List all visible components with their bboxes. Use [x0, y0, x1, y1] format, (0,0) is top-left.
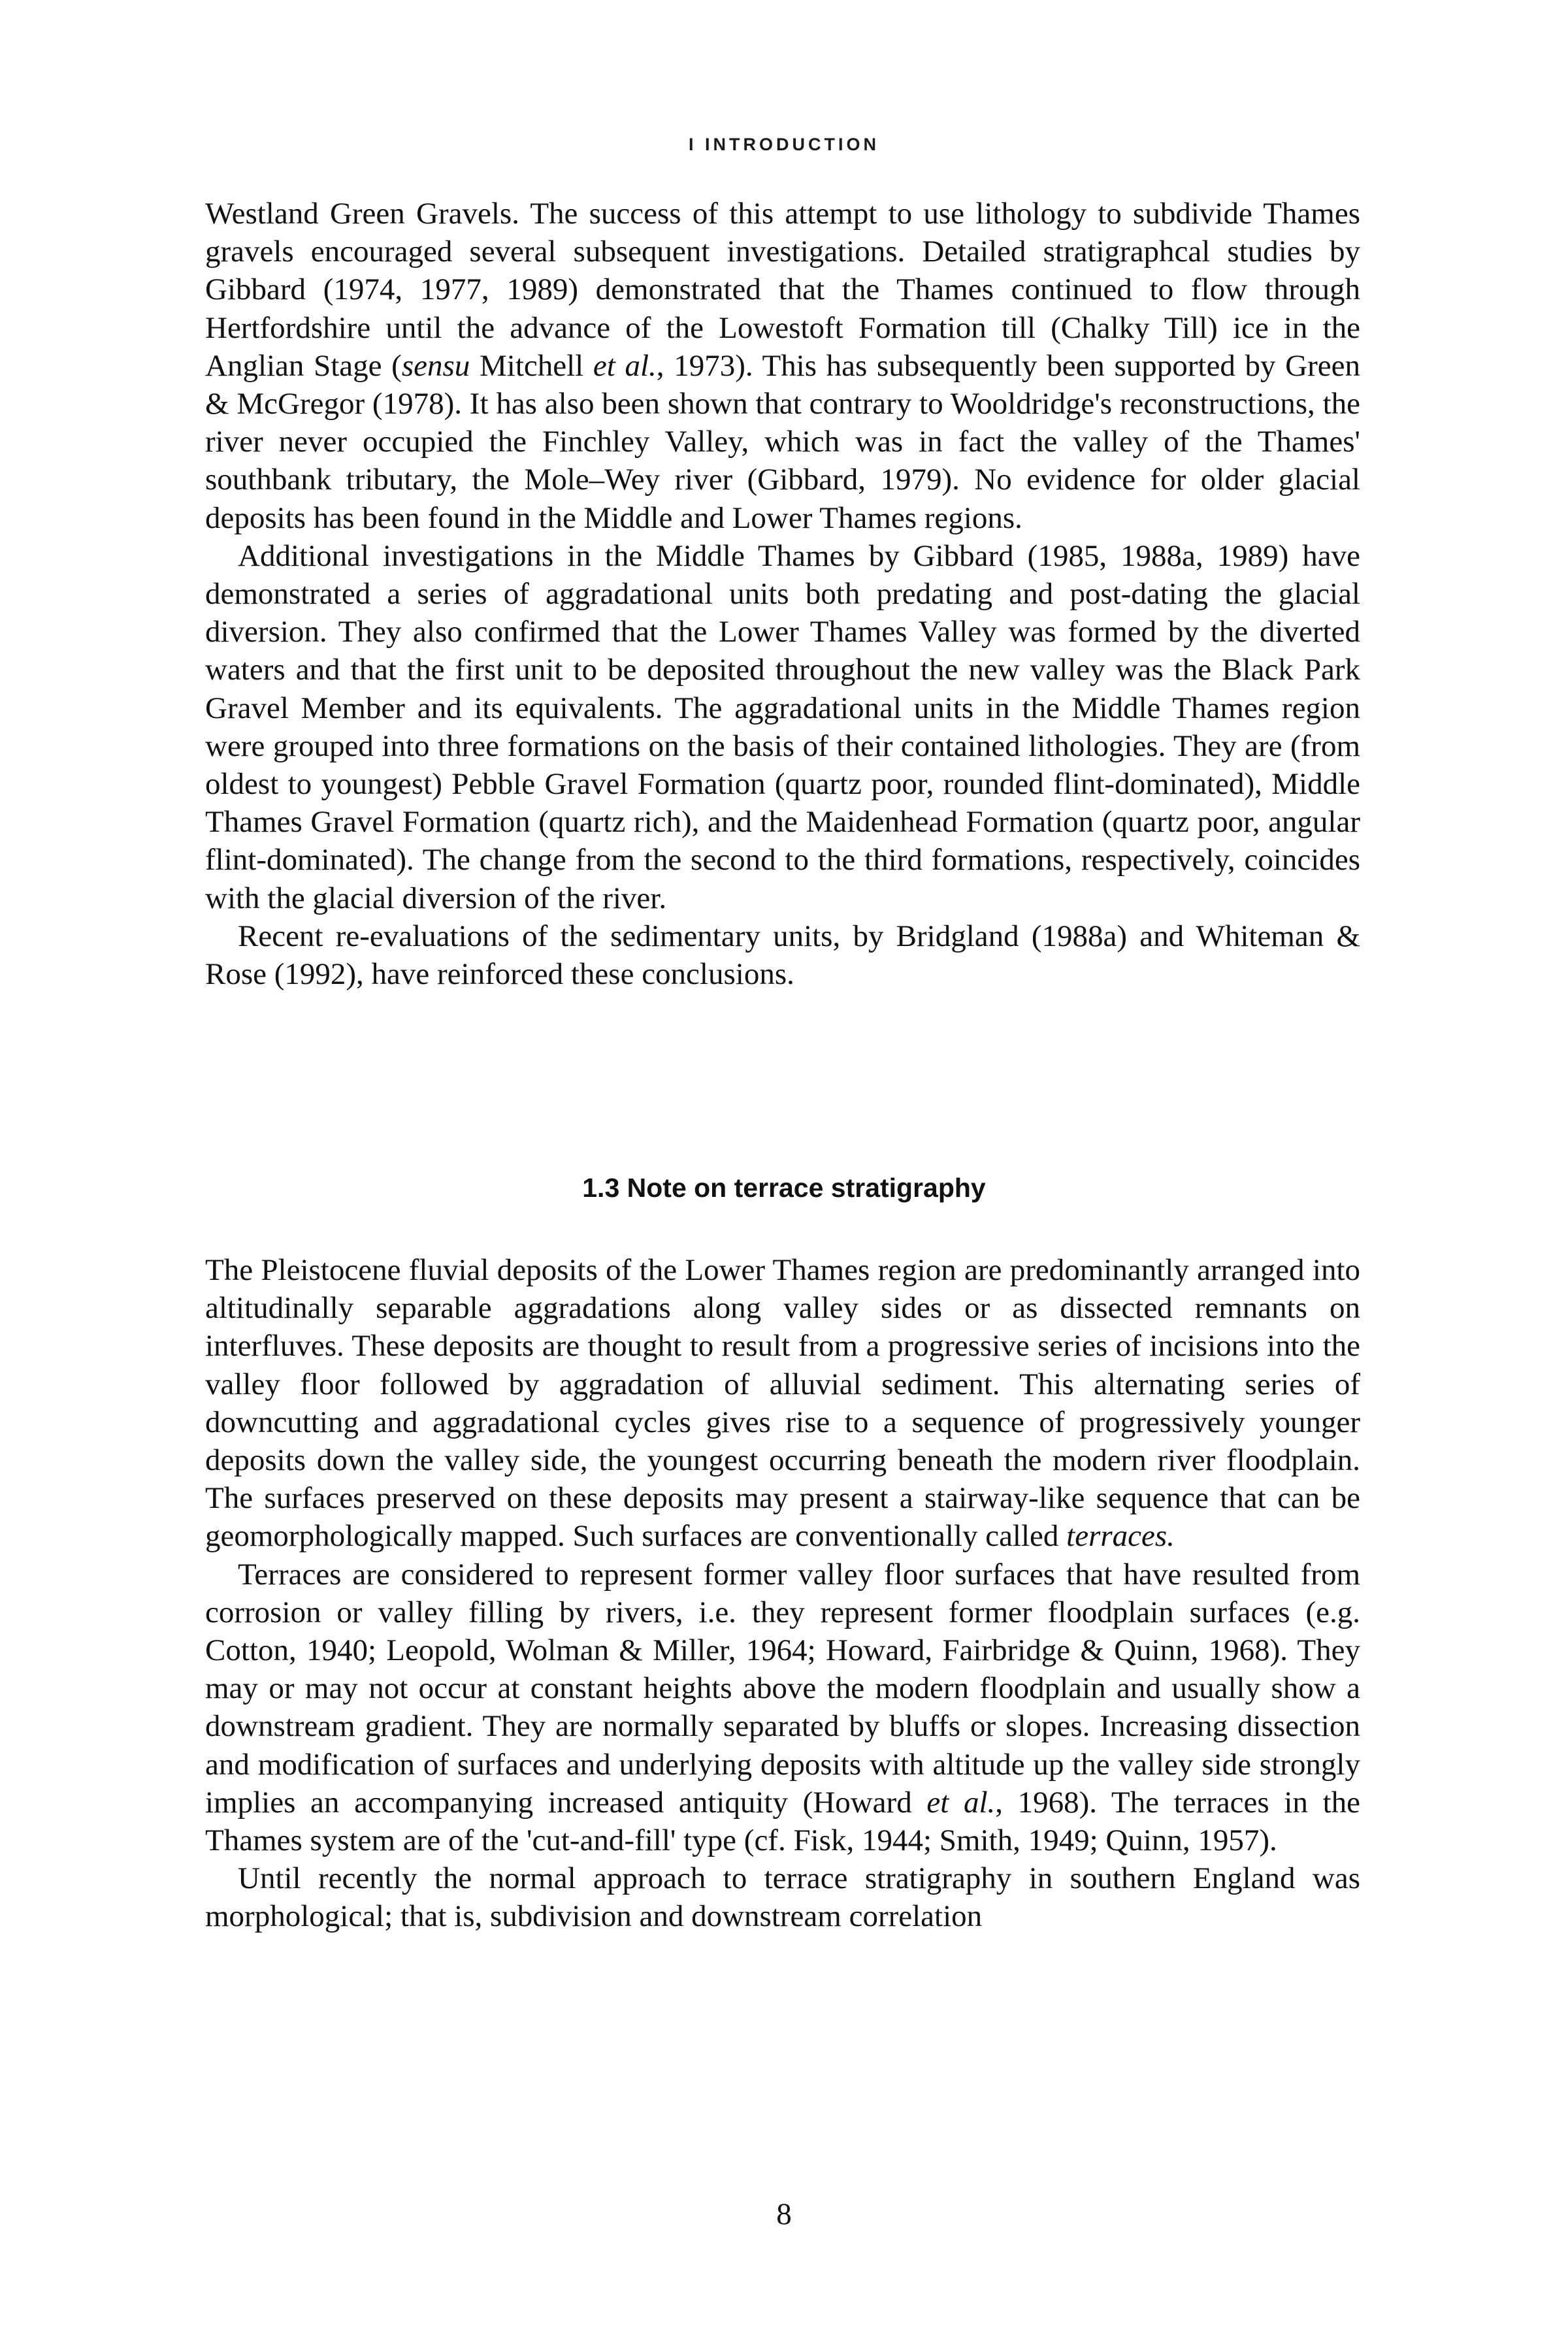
text-run: Recent re-evaluations of the sedimentary units, by Bridgland (1988a) and Whiteman & Rose (1992), have reinforced these conclusions. — [205, 919, 1360, 992]
section-heading: 1.3 Note on terrace stratigraphy — [582, 1173, 986, 1203]
page-number: 8 — [776, 2197, 792, 2231]
paragraph — [205, 917, 1360, 993]
text-run: , 1973). This has subsequently been supported by Green & McGregor (1978). It has also been shown that contrary to Wooldridge's reconstructions, the river never occupied the Finchley Valley, which was in fact the valley of the Thames' southbank tributary, the Mole–Wey river (Gibbard, 1979). No evidence for older glacial deposits has been found in the Middle and Lower Thames regions. — [205, 348, 1360, 535]
paragraph — [205, 1556, 1360, 1860]
text-run: Terraces are considered to represent former valley floor surfaces that have resulted from corrosion or valley filling by rivers, i.e. they represent former floodplain surfaces (e.g. Cotton, 1940; Leopold, Wolman & Miller, 1964; Howard, Fairbridge & Quinn, 1968). They may or may not occur at constant heights above the modern floodplain and usually show a downstream gradient. They are normally separated by bluffs or slopes. Increasing dissection and modification of surfaces and underlying deposits with altitude up the valley side strongly implies an accompanying increased antiquity (Howard — [205, 1557, 1360, 1820]
running-head: I INTRODUCTION — [689, 135, 879, 154]
paragraph — [205, 1251, 1360, 1556]
text-run: , 1968). The terraces in the Thames system are of the 'cut-and-fill' type (cf. Fisk, 1944; Smith, 1949; Quinn, 1957). — [205, 1785, 1360, 1858]
paragraph — [205, 195, 1360, 537]
paragraph — [205, 537, 1360, 917]
text-run: Additional investigations in the Middle Thames by Gibbard (1985, 1988a, 1989) have demonstrated a series of aggradational units both predating and post-dating the glacial diversion. They also confirmed that the Lower Thames Valley was formed by the diverted waters and that the first unit to be deposited throughout the new valley was the Black Park Gravel Member and its equivalents. The aggradational units in the Middle Thames region were grouped into three formations on the basis of their contained lithologies. They are (from oldest to youngest) Pebble Gravel Formation (quartz poor, rounded flint-dominated), Middle Thames Gravel Formation (quartz rich), and the Maidenhead Formation (quartz poor, angular flint-dominated). The change from the second to the third formations, respectively, coincides with the glacial diversion of the river. — [205, 538, 1360, 915]
text-run: Mitchell — [470, 348, 593, 383]
body-text-bottom — [205, 1251, 1360, 1936]
text-run: The Pleistocene fluvial deposits of the Lower Thames region are predominantly arranged into altitudinally separable aggradations along valley sides or as dissected remnants on interfluves. These deposits are thought to result from a progressive series of incisions into the valley floor followed by aggradation of alluvial sediment. This alternating series of downcutting and aggradational cycles gives rise to a sequence of progressively younger deposits down the valley side, the youngest occurring beneath the modern river floodplain. The surfaces preserved on these deposits may present a stairway-like sequence that can be geomorphologically mapped. Such surfaces are conventionally called — [205, 1253, 1360, 1554]
italic-text: terraces. — [1066, 1519, 1175, 1554]
text-run: Until recently the normal approach to terrace stratigraphy in southern England was morphological; that is, subdivision and downstream correlation — [205, 1861, 1360, 1934]
italic-text: sensu — [401, 348, 470, 383]
italic-text: et al. — [926, 1785, 996, 1820]
paragraph — [205, 1859, 1360, 1935]
text-run: Westland Green Gravels. The success of this attempt to use lithology to subdivide Thames gravels encouraged several subsequent investigations. Detailed stratigraphcal studies by Gibbard (1974, 1977, 1989) demonstrated that the Thames continued to flow through Hertfordshire until the advance of the Lowestoft Formation till (Chalky Till) ice in the Anglian Stage ( — [205, 197, 1360, 383]
body-text-top — [205, 195, 1360, 993]
italic-text: et al. — [593, 348, 657, 383]
